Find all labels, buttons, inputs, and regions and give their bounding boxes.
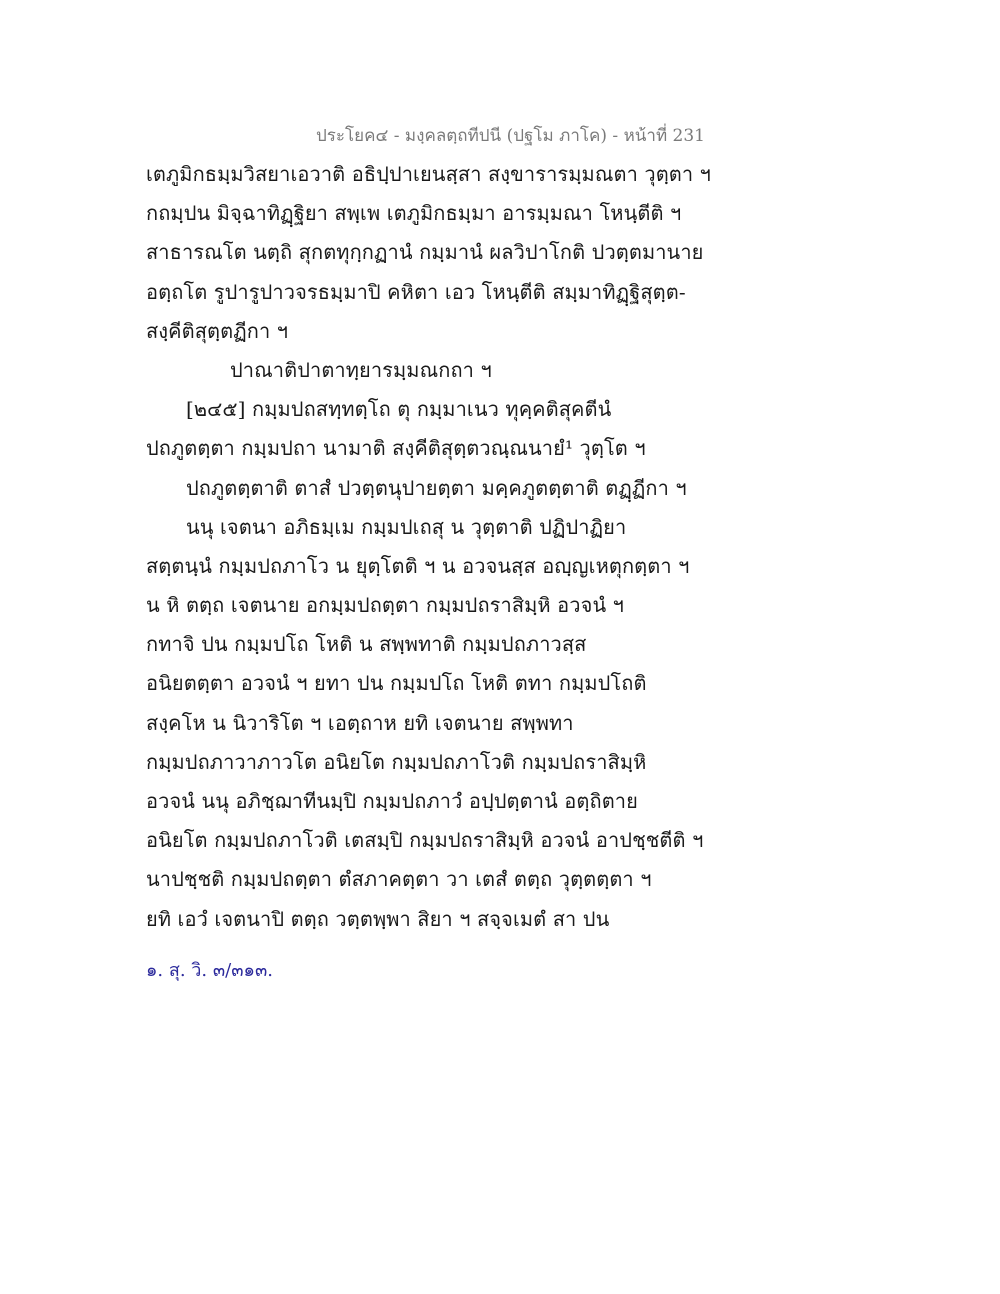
text-line: อนิยโต กมฺมปถภาโวติ เตสมฺปิ กมฺมปถราสิมฺหิ อวจนํ อาปชฺชตีติ ฯ <box>146 828 704 853</box>
text-line: ปถภูตตฺตา กมฺมปถา นามาติ สงฺคีติสุตฺตวณฺณนายํ¹ วุตฺโต ฯ <box>146 436 646 461</box>
text-line: นาปชฺชติ กมฺมปถตฺตา ตํสภาคตฺตา วา เตสํ ตตฺถ วุตฺตตฺตา ฯ <box>146 867 652 892</box>
text-line: สงฺคีติสุตฺตฏีกา ฯ <box>146 318 289 343</box>
text-line: อตฺถโต รูปารูปาวจรธมฺมาปิ คหิตา เอว โหนฺตีติ สมฺมาทิฏฺฐิสุตฺต- <box>146 279 686 304</box>
text-line: เตภูมิกธมฺมวิสยาเอวาติ อธิปฺปาเยนสฺสา สงฺขารารมฺมณตา วุตฺตา ฯ <box>146 162 711 186</box>
paragraph-start: ปถภูตตฺตาติ ตาสํ ปวตฺตนุปายตฺตา มคฺคภูตตฺตาติ ตฏฺฏีกา ฯ <box>186 475 687 500</box>
paragraph-start: นนุ เจตนา อภิธมฺเม กมฺมปเถสุ น วุตฺตาติ ปฏิปาฏิยา <box>186 514 627 539</box>
text-line: สตฺตนฺนํ กมฺมปถภาโว น ยุตฺโตติ ฯ น อวจนสฺส อญฺญเหตุกตฺตา ฯ <box>146 553 690 578</box>
text-line: สงฺคโห น นิวาริโต ฯ เอตฺถาห ยทิ เจตนาย สพฺพทา <box>146 710 574 735</box>
text-line: ยทิ เอวํ เจตนาปิ ตตฺถ วตฺตพฺพา สิยา ฯ สจฺจเมตํ สา ปน <box>146 906 610 931</box>
running-header: ประโยค๔ - มงฺคลตฺถทีปนี (ปฐโม ภาโค) - หน้าที่ 231 <box>316 126 705 146</box>
text-line: อนิยตตฺตา อวจนํ ฯ ยทา ปน กมฺมปโถ โหติ ตทา กมฺมปโถติ <box>146 671 647 696</box>
text-line: กมฺมปถภาวาภาวโต อนิยโต กมฺมปถภาโวติ กมฺมปถราสิมฺหิ <box>146 749 647 774</box>
text-line: กถมฺปน มิจฺฉาทิฏฺฐิยา สพฺเพ เตภูมิกธมฺมา อารมฺมณา โหนฺตีติ ฯ <box>146 201 682 226</box>
text-line: สาธารณโต นตฺถิ สุกตทุกฺกฏานํ กมฺมานํ ผลวิปาโกติ ปวตฺตมานาย <box>146 240 704 265</box>
paragraph-start: [๒๔๕] กมฺมปถสทฺทตฺโถ ตุ กมฺมาเนว ทุคฺคติสุคตีนํ <box>186 397 612 422</box>
section-heading: ปาณาติปาตาทฺยารมฺมณกถา ฯ <box>230 357 492 382</box>
text-line: น หิ ตตฺถ เจตนาย อกมฺมปถตฺตา กมฺมปถราสิมฺหิ อวจนํ ฯ <box>146 593 624 618</box>
text-line: กทาจิ ปน กมฺมปโถ โหติ น สพฺพทาติ กมฺมปถภาวสฺส <box>146 632 587 657</box>
text-line: อวจนํ นนุ อภิชฺฌาทีนมฺปิ กมฺมปถภาวํ อปฺปตฺตานํ อตฺถิตาย <box>146 789 638 813</box>
body-text <box>146 155 711 939</box>
footnote: ๑. สุ. วิ. ๓/๓๑๓. <box>146 960 273 981</box>
